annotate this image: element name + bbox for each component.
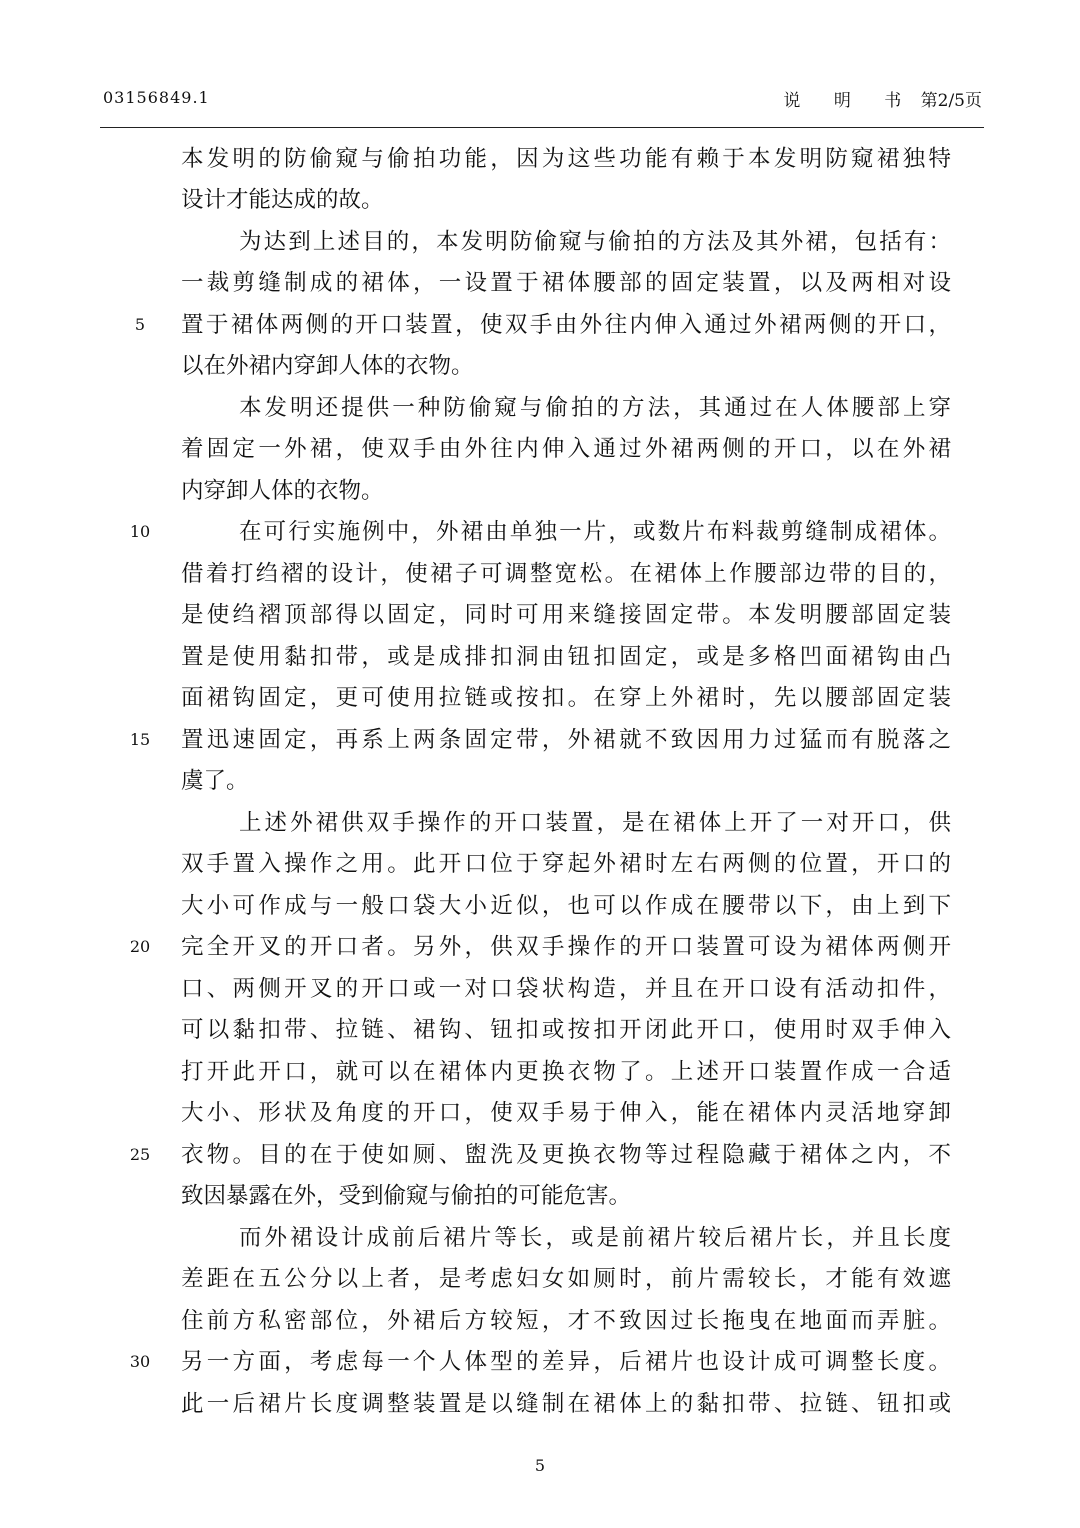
text-line: 面裙钩固定，更可使用拉链或按扣。在穿上外裙时，先以腰部固定装 [181,685,951,711]
text-line: 住前方私密部位，外裙后方较短，才不致因过长拖曳在地面而弄脏。 [181,1308,951,1334]
line-number: 15 [129,730,151,749]
text-line: 致因暴露在外，受到偷窥与偷拍的可能危害。 [181,1183,632,1209]
text-line: 大小、形状及角度的开口，使双手易于伸入，能在裙体内灵活地穿卸 [181,1100,951,1126]
text-line: 是使绉褶顶部得以固定，同时可用来缝接固定带。本发明腰部固定装 [181,602,951,628]
page-number: 5 [534,1456,546,1475]
text-line: 大小可作成与一般口袋大小近似，也可以作成在腰带以下，由上到下 [181,893,951,919]
text-line: 另一方面，考虑每一个人体型的差异，后裙片也设计成可调整长度。 [181,1349,951,1375]
text-line: 借着打绉褶的设计，使裙子可调整宽松。在裙体上作腰部边带的目的， [181,561,951,587]
text-line: 打开此开口，就可以在裙体内更换衣物了。上述开口装置作成一合适 [181,1059,951,1085]
header-rule [100,127,984,128]
text-line: 置是使用黏扣带，或是成排扣洞由钮扣固定，或是多格凹面裙钩由凸 [181,644,951,670]
document-type: 说 明 书 [783,91,916,111]
text-line: 此一后裙片长度调整装置是以缝制在裙体上的黏扣带、拉链、钮扣或 [181,1391,951,1417]
text-line: 虞了。 [181,768,249,794]
text-line: 本发明还提供一种防偷窥与偷拍的方法，其通过在人体腰部上穿 [239,395,951,421]
text-line: 置于裙体两侧的开口装置，使双手由外往内伸入通过外裙两侧的开口， [181,312,951,338]
text-line: 置迅速固定，再系上两条固定带，外裙就不致因用力过猛而有脱落之 [181,727,951,753]
text-line: 在可行实施例中，外裙由单独一片，或数片布料裁剪缝制成裙体。 [239,519,951,545]
line-number: 25 [129,1145,151,1164]
text-line: 上述外裙供双手操作的开口装置，是在裙体上开了一对开口，供 [239,810,951,836]
text-line: 一裁剪缝制成的裙体，一设置于裙体腰部的固定装置，以及两相对设 [181,270,951,296]
page-header-right [783,86,982,111]
text-line: 着固定一外裙，使双手由外往内伸入通过外裙两侧的开口，以在外裙 [181,436,951,462]
text-line: 本发明的防偷窥与偷拍功能，因为这些功能有赖于本发明防窥裙独特 [181,146,951,172]
line-number: 30 [129,1352,151,1371]
text-line: 内穿卸人体的衣物。 [181,478,384,504]
text-line: 为达到上述目的，本发明防偷窥与偷拍的方法及其外裙，包括有： [239,229,951,255]
text-line: 以在外裙内穿卸人体的衣物。 [181,353,474,379]
text-line: 差距在五公分以上者，是考虑妇女如厕时，前片需较长，才能有效遮 [181,1266,951,1292]
text-line: 设计才能达成的故。 [181,187,384,213]
text-line: 衣物。目的在于使如厕、盥洗及更换衣物等过程隐藏于裙体之内，不 [181,1142,951,1168]
text-line: 口、两侧开叉的开口或一对口袋状构造，并且在开口设有活动扣件， [181,976,951,1002]
text-line: 可以黏扣带、拉链、裙钩、钮扣或按扣开闭此开口，使用时双手伸入 [181,1017,951,1043]
text-line: 完全开叉的开口者。另外，供双手操作的开口装置可设为裙体两侧开 [181,934,951,960]
page-of-indicator: 第2/5页 [920,91,982,111]
text-line: 双手置入操作之用。此开口位于穿起外裙时左右两侧的位置，开口的 [181,851,951,877]
line-number: 5 [134,315,146,334]
document-number: 03156849.1 [103,88,210,107]
line-number: 10 [129,522,151,541]
line-number: 20 [129,937,151,956]
text-line: 而外裙设计成前后裙片等长，或是前裙片较后裙片长，并且长度 [239,1225,951,1251]
